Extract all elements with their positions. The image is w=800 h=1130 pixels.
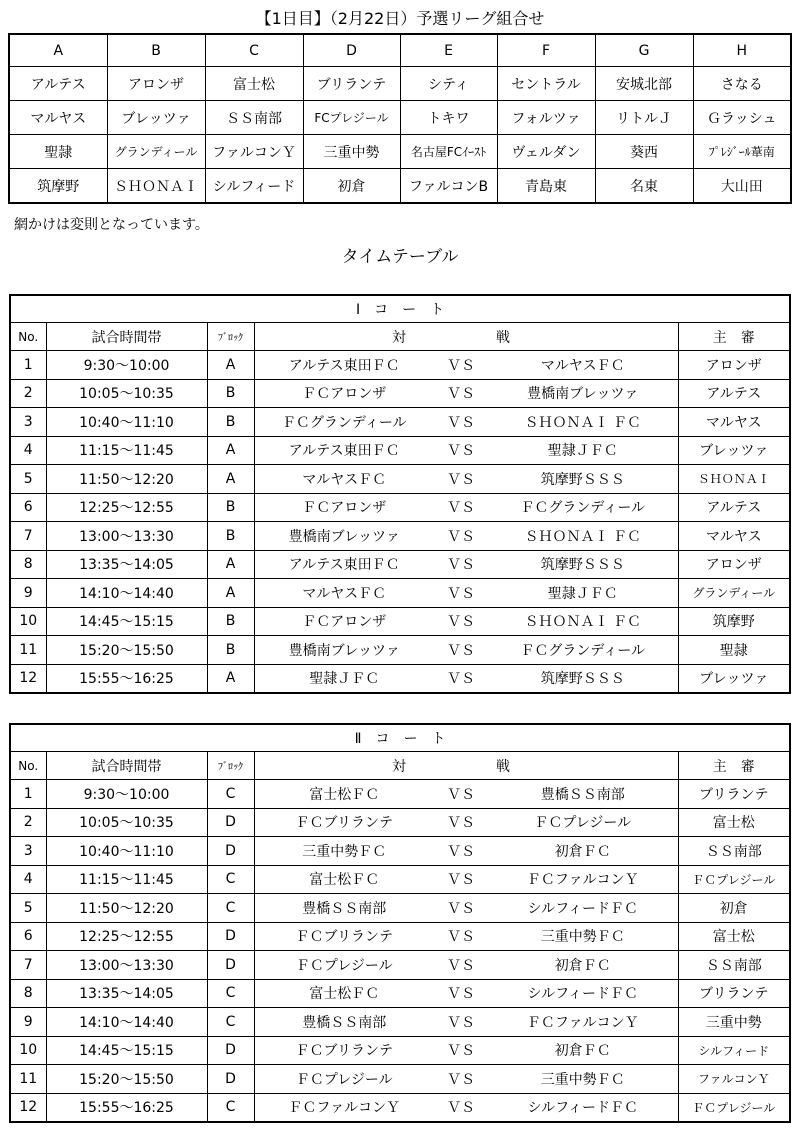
group-team-cell: 富士松 bbox=[205, 67, 303, 101]
match-block: C bbox=[207, 780, 254, 809]
match-block: D bbox=[207, 951, 254, 980]
referee: ＳＨＯＮＡＩ bbox=[678, 465, 790, 494]
team-b: ＳＨＯＮＡＩ ＦＣ bbox=[488, 522, 678, 551]
match-time: 11:15～11:45 bbox=[46, 865, 207, 894]
group-header-h: H bbox=[693, 34, 791, 67]
match-no: 3 bbox=[10, 837, 46, 866]
group-team-cell: 大山田 bbox=[693, 169, 791, 204]
match-row bbox=[10, 408, 790, 437]
vs-label: ＶＳ bbox=[434, 922, 488, 951]
team-b: シルフィードＦＣ bbox=[488, 1093, 678, 1122]
match-row bbox=[10, 865, 790, 894]
timetable-title: タイムテーブル bbox=[341, 247, 459, 267]
team-a: ＦＣアロンザ bbox=[254, 607, 434, 636]
page-title: 【1日目】（2月22日）予選リーグ組合せ bbox=[255, 9, 545, 28]
match-time: 9:30～10:00 bbox=[46, 780, 207, 809]
vs-label: ＶＳ bbox=[434, 493, 488, 522]
team-a: 豊橋南ブレッツァ bbox=[254, 522, 434, 551]
match-time: 13:35～14:05 bbox=[46, 979, 207, 1008]
team-b: 筑摩野ＳＳＳ bbox=[488, 550, 678, 579]
match-no: 4 bbox=[10, 865, 46, 894]
referee: ファルコンＹ bbox=[678, 1065, 790, 1094]
match-block: A bbox=[207, 664, 254, 693]
referee: ＦＣプレジール bbox=[678, 1093, 790, 1122]
match-row bbox=[10, 1065, 790, 1094]
team-b: 三重中勢ＦＣ bbox=[488, 922, 678, 951]
group-team-cell: シルフィード bbox=[205, 169, 303, 204]
match-block: D bbox=[207, 1065, 254, 1094]
header-no: No. bbox=[10, 752, 46, 780]
match-row bbox=[10, 550, 790, 579]
team-b: マルヤスＦＣ bbox=[488, 351, 678, 380]
vs-label: ＶＳ bbox=[434, 865, 488, 894]
group-header-row bbox=[9, 34, 791, 67]
match-time: 14:45～15:15 bbox=[46, 607, 207, 636]
referee: アロンザ bbox=[678, 351, 790, 380]
group-team-cell: リトルＪ bbox=[595, 101, 693, 135]
match-time: 12:25～12:55 bbox=[46, 922, 207, 951]
match-block: B bbox=[207, 408, 254, 437]
group-team-cell: ブレッツァ bbox=[107, 101, 205, 135]
match-block: D bbox=[207, 1036, 254, 1065]
referee: マルヤス bbox=[678, 408, 790, 437]
group-team-cell: 聖隷 bbox=[9, 135, 107, 169]
match-time: 10:05～10:35 bbox=[46, 379, 207, 408]
team-b: ＦＣファルコンＹ bbox=[488, 865, 678, 894]
match-no: 11 bbox=[10, 1065, 46, 1094]
referee: グランディール bbox=[678, 579, 790, 608]
referee: 初倉 bbox=[678, 894, 790, 923]
header-no: No. bbox=[10, 323, 46, 351]
match-no: 9 bbox=[10, 1008, 46, 1037]
referee: マルヤス bbox=[678, 522, 790, 551]
group-team-cell: ファルコンB bbox=[400, 169, 497, 204]
group-team-cell: 名東 bbox=[595, 169, 693, 204]
court-header-row bbox=[10, 323, 790, 351]
vs-label: ＶＳ bbox=[434, 1065, 488, 1094]
referee: ブレッツァ bbox=[678, 436, 790, 465]
team-a: 豊橋ＳＳ南部 bbox=[254, 894, 434, 923]
match-block: C bbox=[207, 1008, 254, 1037]
team-b: ＦＣグランディール bbox=[488, 636, 678, 665]
match-time: 10:05～10:35 bbox=[46, 808, 207, 837]
match-row bbox=[10, 522, 790, 551]
match-time: 10:40～11:10 bbox=[46, 408, 207, 437]
header-time: 試合時間帯 bbox=[46, 323, 207, 351]
team-b: シルフィードＦＣ bbox=[488, 979, 678, 1008]
group-team-cell: 筑摩野 bbox=[9, 169, 107, 204]
team-a: ＦＣプレジール bbox=[254, 1065, 434, 1094]
team-a: ＦＣアロンザ bbox=[254, 379, 434, 408]
match-row bbox=[10, 979, 790, 1008]
team-b: 豊橋ＳＳ南部 bbox=[488, 780, 678, 809]
vs-label: ＶＳ bbox=[434, 894, 488, 923]
referee: 筑摩野 bbox=[678, 607, 790, 636]
match-time: 9:30～10:00 bbox=[46, 351, 207, 380]
referee: ＳＳ南部 bbox=[678, 951, 790, 980]
group-team-cell: ＳＨＯＮＡＩ bbox=[107, 169, 205, 204]
vs-label: ＶＳ bbox=[434, 951, 488, 980]
court-name: Ⅰ コ ー ト bbox=[10, 295, 790, 323]
team-a: ＦＣグランディール bbox=[254, 408, 434, 437]
group-header-d: D bbox=[303, 34, 400, 67]
match-time: 15:55～16:25 bbox=[46, 1093, 207, 1122]
team-a: ＦＣアロンザ bbox=[254, 493, 434, 522]
referee: アルテス bbox=[678, 493, 790, 522]
vs-label: ＶＳ bbox=[434, 408, 488, 437]
group-team-cell: ﾌﾟﾚｼﾞｰﾙ葦南 bbox=[693, 135, 791, 169]
group-row bbox=[9, 101, 791, 135]
referee: 聖隷 bbox=[678, 636, 790, 665]
header-block: ﾌﾞﾛｯｸ bbox=[207, 323, 254, 351]
match-time: 13:00～13:30 bbox=[46, 951, 207, 980]
match-no: 2 bbox=[10, 379, 46, 408]
group-team-cell: マルヤス bbox=[9, 101, 107, 135]
match-no: 10 bbox=[10, 607, 46, 636]
match-no: 1 bbox=[10, 780, 46, 809]
referee: アルテス bbox=[678, 379, 790, 408]
team-b: 筑摩野ＳＳＳ bbox=[488, 664, 678, 693]
match-no: 12 bbox=[10, 1093, 46, 1122]
match-time: 10:40～11:10 bbox=[46, 837, 207, 866]
group-team-cell: さなる bbox=[693, 67, 791, 101]
vs-label: ＶＳ bbox=[434, 579, 488, 608]
vs-label: ＶＳ bbox=[434, 607, 488, 636]
match-block: B bbox=[207, 379, 254, 408]
match-no: 1 bbox=[10, 351, 46, 380]
match-row bbox=[10, 636, 790, 665]
team-a: ＦＣファルコンＹ bbox=[254, 1093, 434, 1122]
vs-label: ＶＳ bbox=[434, 1036, 488, 1065]
match-row bbox=[10, 493, 790, 522]
referee: 富士松 bbox=[678, 808, 790, 837]
match-time: 15:20～15:50 bbox=[46, 636, 207, 665]
match-block: B bbox=[207, 607, 254, 636]
group-team-cell: アルテス bbox=[9, 67, 107, 101]
referee: アロンザ bbox=[678, 550, 790, 579]
match-no: 8 bbox=[10, 979, 46, 1008]
match-block: C bbox=[207, 1093, 254, 1122]
vs-label: ＶＳ bbox=[434, 351, 488, 380]
match-no: 6 bbox=[10, 493, 46, 522]
match-block: D bbox=[207, 837, 254, 866]
group-team-cell: トキワ bbox=[400, 101, 497, 135]
match-block: D bbox=[207, 808, 254, 837]
header-referee: 主 審 bbox=[678, 752, 790, 780]
team-a: 三重中勢ＦＣ bbox=[254, 837, 434, 866]
match-row bbox=[10, 436, 790, 465]
match-row bbox=[10, 351, 790, 380]
match-block: B bbox=[207, 493, 254, 522]
team-a: 豊橋ＳＳ南部 bbox=[254, 1008, 434, 1037]
referee: ＦＣプレジール bbox=[678, 865, 790, 894]
group-team-cell: 名古屋FCｲｰｽﾄ bbox=[400, 135, 497, 169]
group-header-f: F bbox=[497, 34, 595, 67]
match-no: 7 bbox=[10, 951, 46, 980]
match-no: 9 bbox=[10, 579, 46, 608]
team-b: 初倉ＦＣ bbox=[488, 837, 678, 866]
team-a: 富士松ＦＣ bbox=[254, 979, 434, 1008]
match-no: 10 bbox=[10, 1036, 46, 1065]
group-team-cell: シティ bbox=[400, 67, 497, 101]
team-b: 初倉ＦＣ bbox=[488, 951, 678, 980]
vs-label: ＶＳ bbox=[434, 664, 488, 693]
match-no: 3 bbox=[10, 408, 46, 437]
match-time: 15:55～16:25 bbox=[46, 664, 207, 693]
match-row bbox=[10, 808, 790, 837]
vs-label: ＶＳ bbox=[434, 522, 488, 551]
team-b: ＳＨＯＮＡＩ ＦＣ bbox=[488, 408, 678, 437]
team-a: ＦＣプレジール bbox=[254, 951, 434, 980]
referee: ブレッツァ bbox=[678, 664, 790, 693]
match-no: 5 bbox=[10, 465, 46, 494]
team-a: 聖隷ＪＦＣ bbox=[254, 664, 434, 693]
vs-label: ＶＳ bbox=[434, 550, 488, 579]
match-time: 15:20～15:50 bbox=[46, 1065, 207, 1094]
match-no: 5 bbox=[10, 894, 46, 923]
group-team-cell: 三重中勢 bbox=[303, 135, 400, 169]
match-no: 6 bbox=[10, 922, 46, 951]
vs-label: ＶＳ bbox=[434, 436, 488, 465]
court-name: Ⅱ コ ー ト bbox=[10, 724, 790, 752]
match-row bbox=[10, 894, 790, 923]
group-team-cell: アロンザ bbox=[107, 67, 205, 101]
group-team-cell: 安城北部 bbox=[595, 67, 693, 101]
group-team-cell: Ｇラッシュ bbox=[693, 101, 791, 135]
vs-label: ＶＳ bbox=[434, 808, 488, 837]
match-block: C bbox=[207, 865, 254, 894]
match-block: D bbox=[207, 922, 254, 951]
court-1-table bbox=[9, 294, 791, 694]
group-team-cell: セントラル bbox=[497, 67, 595, 101]
group-team-cell: FCプレジール bbox=[303, 101, 400, 135]
match-row bbox=[10, 837, 790, 866]
group-row bbox=[9, 67, 791, 101]
team-b: 筑摩野ＳＳＳ bbox=[488, 465, 678, 494]
match-row bbox=[10, 780, 790, 809]
match-time: 11:50～12:20 bbox=[46, 465, 207, 494]
vs-label: ＶＳ bbox=[434, 780, 488, 809]
header-match: 対戦 bbox=[254, 323, 678, 351]
court-name-row bbox=[10, 724, 790, 752]
group-header-e: E bbox=[400, 34, 497, 67]
referee: ＳＳ南部 bbox=[678, 837, 790, 866]
team-a: 富士松ＦＣ bbox=[254, 780, 434, 809]
vs-label: ＶＳ bbox=[434, 837, 488, 866]
match-row bbox=[10, 607, 790, 636]
team-b: 豊橋南ブレッツァ bbox=[488, 379, 678, 408]
header-block: ﾌﾞﾛｯｸ bbox=[207, 752, 254, 780]
match-no: 8 bbox=[10, 550, 46, 579]
match-row bbox=[10, 579, 790, 608]
match-block: C bbox=[207, 894, 254, 923]
team-a: アルテス東田ＦＣ bbox=[254, 436, 434, 465]
match-time: 14:10～14:40 bbox=[46, 1008, 207, 1037]
match-block: A bbox=[207, 351, 254, 380]
match-time: 14:45～15:15 bbox=[46, 1036, 207, 1065]
match-no: 4 bbox=[10, 436, 46, 465]
header-referee: 主 審 bbox=[678, 323, 790, 351]
match-time: 13:00～13:30 bbox=[46, 522, 207, 551]
team-b: ＦＣプレジール bbox=[488, 808, 678, 837]
vs-label: ＶＳ bbox=[434, 1008, 488, 1037]
team-b: シルフィードＦＣ bbox=[488, 894, 678, 923]
court-name-row bbox=[10, 295, 790, 323]
match-no: 12 bbox=[10, 664, 46, 693]
group-team-cell: フォルツァ bbox=[497, 101, 595, 135]
match-time: 11:50～12:20 bbox=[46, 894, 207, 923]
match-row bbox=[10, 379, 790, 408]
team-b: 初倉ＦＣ bbox=[488, 1036, 678, 1065]
group-team-cell: ヴェルダン bbox=[497, 135, 595, 169]
referee: ブリランテ bbox=[678, 979, 790, 1008]
team-a: マルヤスＦＣ bbox=[254, 465, 434, 494]
vs-label: ＶＳ bbox=[434, 379, 488, 408]
group-header-b: B bbox=[107, 34, 205, 67]
team-a: ＦＣブリランテ bbox=[254, 922, 434, 951]
match-time: 14:10～14:40 bbox=[46, 579, 207, 608]
match-no: 11 bbox=[10, 636, 46, 665]
referee: 富士松 bbox=[678, 922, 790, 951]
group-team-cell: 初倉 bbox=[303, 169, 400, 204]
match-row bbox=[10, 922, 790, 951]
team-a: ＦＣブリランテ bbox=[254, 1036, 434, 1065]
vs-label: ＶＳ bbox=[434, 979, 488, 1008]
referee: シルフィード bbox=[678, 1036, 790, 1065]
court-2-table bbox=[9, 723, 791, 1123]
match-block: A bbox=[207, 550, 254, 579]
group-header-g: G bbox=[595, 34, 693, 67]
group-team-cell: ブリランテ bbox=[303, 67, 400, 101]
team-a: 豊橋南ブレッツァ bbox=[254, 636, 434, 665]
match-row bbox=[10, 664, 790, 693]
team-a: アルテス東田ＦＣ bbox=[254, 550, 434, 579]
group-team-cell: 青島東 bbox=[497, 169, 595, 204]
match-time: 12:25～12:55 bbox=[46, 493, 207, 522]
header-time: 試合時間帯 bbox=[46, 752, 207, 780]
vs-label: ＶＳ bbox=[434, 636, 488, 665]
group-header-c: C bbox=[205, 34, 303, 67]
group-team-cell: 葵西 bbox=[595, 135, 693, 169]
team-a: ＦＣブリランテ bbox=[254, 808, 434, 837]
team-a: マルヤスＦＣ bbox=[254, 579, 434, 608]
match-block: A bbox=[207, 465, 254, 494]
match-row bbox=[10, 1008, 790, 1037]
referee: 三重中勢 bbox=[678, 1008, 790, 1037]
group-team-cell: ファルコンＹ bbox=[205, 135, 303, 169]
match-block: A bbox=[207, 579, 254, 608]
match-row bbox=[10, 1036, 790, 1065]
match-time: 13:35～14:05 bbox=[46, 550, 207, 579]
match-time: 11:15～11:45 bbox=[46, 436, 207, 465]
group-table bbox=[8, 33, 792, 204]
match-block: A bbox=[207, 436, 254, 465]
match-row bbox=[10, 465, 790, 494]
group-team-cell: ＳＳ南部 bbox=[205, 101, 303, 135]
vs-label: ＶＳ bbox=[434, 1093, 488, 1122]
group-row bbox=[9, 169, 791, 204]
group-header-a: A bbox=[9, 34, 107, 67]
referee: ブリランテ bbox=[678, 780, 790, 809]
match-row bbox=[10, 951, 790, 980]
match-block: C bbox=[207, 979, 254, 1008]
match-block: B bbox=[207, 522, 254, 551]
team-b: ＳＨＯＮＡＩ ＦＣ bbox=[488, 607, 678, 636]
team-a: アルテス東田ＦＣ bbox=[254, 351, 434, 380]
vs-label: ＶＳ bbox=[434, 465, 488, 494]
header-match: 対戦 bbox=[254, 752, 678, 780]
team-a: 富士松ＦＣ bbox=[254, 865, 434, 894]
match-block: B bbox=[207, 636, 254, 665]
team-b: 聖隷ＪＦＣ bbox=[488, 579, 678, 608]
team-b: 聖隷ＪＦＣ bbox=[488, 436, 678, 465]
team-b: ＦＣグランディール bbox=[488, 493, 678, 522]
group-row bbox=[9, 135, 791, 169]
team-b: 三重中勢ＦＣ bbox=[488, 1065, 678, 1094]
court-header-row bbox=[10, 752, 790, 780]
team-b: ＦＣファルコンＹ bbox=[488, 1008, 678, 1037]
group-team-cell: グランディール bbox=[107, 135, 205, 169]
shading-note: 網かけは変則となっています。 bbox=[14, 217, 209, 233]
match-row bbox=[10, 1093, 790, 1122]
match-no: 2 bbox=[10, 808, 46, 837]
match-no: 7 bbox=[10, 522, 46, 551]
